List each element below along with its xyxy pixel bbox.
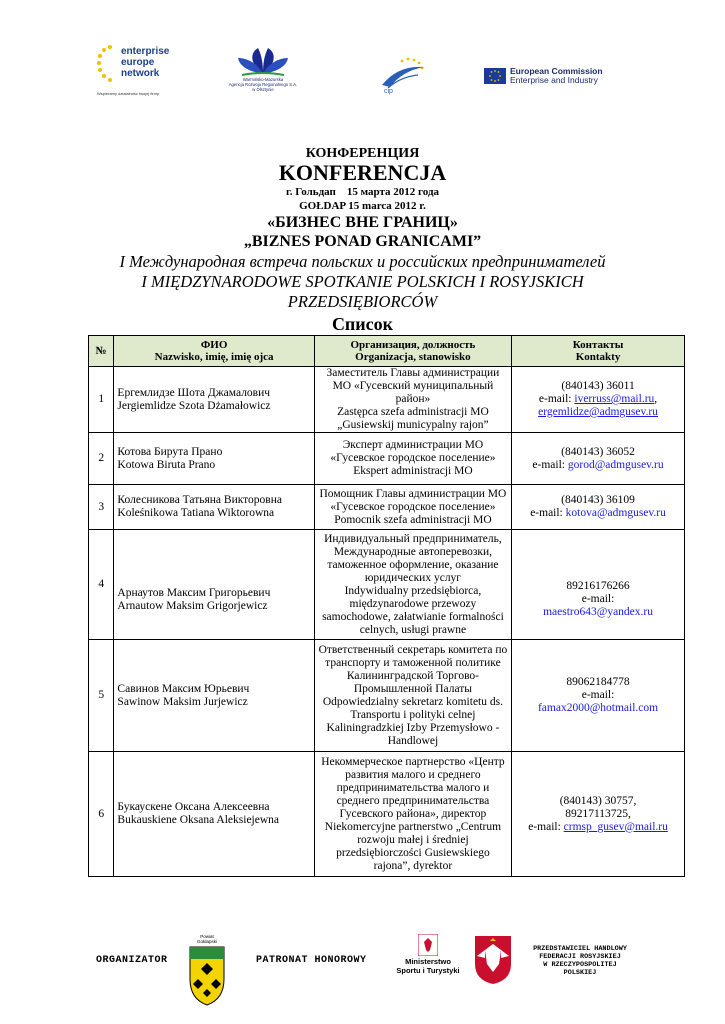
org-line: Международные автоперевозки, — [333, 545, 492, 558]
org-line: „Gusiewskij municypalny rajon” — [337, 419, 489, 431]
email-label: e-mail: — [581, 689, 615, 701]
powiat-goldapski-crest — [186, 934, 228, 1006]
org-line: Odpowiedzialny sekretarz komitetu ds. — [322, 695, 503, 708]
phone: 89062184778 — [566, 676, 630, 688]
patronat-label: PATRONAT HONOROWY — [256, 955, 367, 966]
date-pl: GOŁDAP 15 marca 2012 r. — [299, 200, 426, 212]
participant-name-ru: Савинов Максим Юрьевич — [117, 682, 250, 695]
org-line: rozwoju małej i średniej — [357, 833, 469, 846]
org-line: Гусевского района», директор — [339, 807, 487, 820]
org-line: samochodowe, załatwianie formalności — [322, 610, 504, 623]
phone: (840143) 30757, — [559, 794, 637, 807]
enterprise-europe-network-logo — [95, 42, 205, 104]
column-header-name-pl: Nazwisko, imię, imię ojca — [154, 351, 274, 363]
een-tagline: Wspieramy działalność twojej firmy — [97, 91, 160, 96]
table-row — [89, 640, 685, 752]
org-line: przedsiębiorczości Gusiewskiego — [336, 846, 490, 859]
phone: (840143) 36052 — [561, 445, 635, 458]
org-line: Заместитель Главы администрации — [326, 367, 500, 379]
row-number: 2 — [89, 433, 114, 485]
participant-organization — [314, 640, 511, 752]
table-row — [89, 485, 685, 530]
participant-name-pl: Koleśnikowa Tatiana Wiktorowna — [117, 507, 275, 519]
trade-line-2: FEDERACJI ROSYJSKIEJ — [539, 953, 621, 961]
participant-name-ru: Ергемлидзе Шота Джамалович — [117, 386, 271, 399]
org-line: Калининградской Торгово- — [346, 669, 480, 682]
org-line: Niekomercyjne partnerstwo „Centrum — [324, 820, 502, 833]
participants-table — [88, 335, 685, 877]
participant-name-pl: Arnautow Maksim Grigorjewicz — [117, 599, 268, 612]
participant-contact — [512, 640, 685, 752]
ministry-line-1: Ministerstwo — [405, 957, 451, 966]
ec-line-1: European Commission — [510, 66, 603, 76]
row-number: 1 — [89, 367, 114, 433]
date-ru: г. Гольдап 15 марта 2012 года — [285, 186, 440, 198]
participant-name-ru: Арнаутов Максим Григорьевич — [117, 586, 271, 599]
participant-contact — [512, 530, 685, 640]
participant-organization — [314, 485, 511, 530]
email-text[interactable]: kotova@admgusev.ru — [565, 507, 666, 519]
participant-contact — [512, 752, 685, 877]
email-link[interactable]: ergemlidze@admgusev.ru — [538, 406, 658, 418]
subtitle-pl-line-2: PRZEDSIĘBIORCÓW — [287, 292, 438, 311]
eu-flag-icon — [484, 68, 506, 84]
participant-contact — [512, 367, 685, 433]
row-number: 5 — [89, 640, 114, 752]
email-text[interactable]: gorod@admgusev.ru — [567, 458, 664, 471]
european-commission-logo — [484, 67, 634, 87]
list-heading: Список — [331, 314, 394, 334]
phone: 89216176266 — [566, 580, 630, 592]
org-line: «Гусевское городское поселение» — [330, 452, 496, 464]
organizator-label: ORGANIZATOR — [96, 955, 168, 966]
wm-line-1: Warmińsko-Mazurska — [242, 77, 284, 82]
participant-name — [114, 752, 314, 877]
trade-line-1: PRZEDSTAWICIEL HANDLOWY — [533, 945, 627, 953]
org-line: развития малого и среднего — [345, 768, 481, 781]
participant-organization — [314, 530, 511, 640]
org-line: Kaliningradzkiej Izby Przemysłowo - — [326, 721, 500, 734]
event-name-ru: «БИЗНЕС ВНЕ ГРАНИЦ» — [267, 214, 458, 231]
column-header-org — [314, 336, 511, 367]
org-line: предпринимательства малого и — [336, 781, 490, 794]
email-label: e-mail: — [581, 593, 615, 605]
row-number: 3 — [89, 485, 114, 530]
org-line: Zastępca szefa administracji MO — [337, 406, 489, 418]
email-label: e-mail: — [528, 820, 564, 833]
participant-name — [114, 640, 314, 752]
column-header-contact — [512, 336, 685, 367]
table-row — [89, 530, 685, 640]
org-line: międzynarodowe przewozy — [349, 597, 477, 610]
org-line: Некоммерческое партнерство «Центр — [321, 755, 505, 768]
org-line: Помощник Главы администрации МО — [319, 487, 507, 500]
phone: (840143) 36011 — [561, 380, 635, 392]
participant-name-pl: Sawinow Maksim Jurjewicz — [117, 695, 248, 708]
participant-name-ru: Колесникова Татьяна Викторовна — [117, 494, 282, 506]
table-row — [89, 367, 685, 433]
email-link[interactable]: iverruss@mail.ru — [574, 393, 655, 405]
org-line: Handlowej — [387, 734, 439, 747]
event-name-pl: „BIZNES PONAD GRANICAMI” — [243, 233, 482, 250]
participant-name — [114, 433, 314, 485]
column-header-num: № — [89, 336, 114, 367]
row-number: 4 — [89, 530, 114, 640]
org-line: Индивидуальный предприниматель, — [324, 532, 502, 545]
conference-title-ru: КОНФЕРЕНЦИЯ — [305, 146, 420, 161]
cip-logo — [378, 55, 433, 95]
participant-organization — [314, 752, 511, 877]
column-header-name-ru: ФИО — [200, 339, 228, 351]
shield-icon — [186, 945, 228, 1007]
email-separator: , — [654, 393, 658, 405]
column-header-org-pl: Organizacja, stanowisko — [355, 351, 471, 363]
participant-name-ru: Букаускене Оксана Алексеевна — [117, 801, 270, 813]
participant-contact — [512, 433, 685, 485]
org-line: Ответственный секретарь комитета по — [318, 643, 508, 656]
cip-label: cip — [384, 88, 393, 95]
org-line: среднего предпринимательства — [336, 794, 490, 807]
org-line: «Гусевское городское поселение» — [330, 500, 496, 513]
participant-name-pl: Bukauskiene Oksana Aleksiejewna — [117, 814, 280, 826]
email-label: e-mail: — [538, 393, 575, 405]
warminsko-mazurska-agency-logo — [222, 44, 304, 96]
ministry-logo — [388, 934, 468, 980]
participant-name-pl: Kotowa Biruta Prano — [117, 458, 216, 471]
crest-caption-2: Gołdapski — [196, 939, 217, 944]
wm-flower-icon — [222, 44, 304, 78]
participant-name-pl: Jergiemlidze Szota Dżamałowicz — [117, 399, 271, 412]
column-header-contact-ru: Контакты — [572, 339, 624, 351]
email-text[interactable]: maestro643@yandex.ru — [543, 606, 653, 618]
org-line: район» — [395, 393, 431, 405]
een-line-1: enterprise — [121, 46, 170, 57]
email-label: e-mail: — [532, 458, 568, 471]
table-header-row — [89, 336, 685, 367]
participant-name-ru: Котова Бирута Прано — [117, 445, 223, 458]
org-line: МО «Гусевский муниципальный — [332, 380, 494, 392]
org-line: транспорту и таможенной политике — [325, 656, 501, 669]
org-line: Промышленной Палаты — [353, 682, 473, 695]
column-header-contact-pl: Kontakty — [575, 351, 621, 363]
table-row — [89, 433, 685, 485]
trade-line-3: W RZECZYPOSPOLITEJ POLSKIEJ — [543, 961, 617, 977]
participant-name — [114, 530, 314, 640]
een-line-2: europe — [121, 57, 155, 68]
row-number: 6 — [89, 752, 114, 877]
column-header-org-ru: Организация, должность — [350, 339, 476, 351]
org-line: таможенное оформление, оказание — [327, 558, 499, 571]
participant-organization — [314, 367, 511, 433]
conference-title-pl: KONFERENCJA — [278, 160, 447, 185]
participant-name — [114, 367, 314, 433]
org-line: Эксперт администрации МО — [342, 439, 484, 451]
email-label: e-mail: — [530, 507, 566, 519]
polish-eagle-icon — [473, 934, 513, 986]
org-line: Pomocnik szefa administracji MO — [334, 513, 492, 526]
table-row — [89, 752, 685, 877]
org-line: Transportu i polityki celnej — [350, 708, 476, 721]
ministry-line-2: Sportu i Turystyki — [396, 965, 460, 975]
ec-line-2: Enterprise and Industry — [510, 75, 598, 85]
phone: (840143) 36109 — [561, 494, 635, 506]
org-line: rajona”, dyrektor — [373, 859, 453, 872]
cip-swoosh-icon — [378, 55, 433, 95]
email-text[interactable]: famax2000@hotmail.com — [537, 702, 659, 714]
org-line: Indywidualny przedsiębiorca, — [344, 584, 482, 597]
een-line-3: network — [121, 68, 160, 79]
participant-name — [114, 485, 314, 530]
column-header-name — [114, 336, 314, 367]
wm-line-2: Agencja Rozwoju Regionalnego S.A. — [228, 82, 298, 87]
email-link[interactable]: crmsp_gusev@mail.ru — [563, 820, 668, 833]
org-line: юридических услуг — [364, 571, 462, 584]
subtitle-ru: I Международная встреча польских и российских предпринимателей — [119, 252, 606, 271]
subtitle-pl-line-1: I MIĘDZYNARODOWE SPOTKANIE POLSKICH I ROSYJSKICH — [141, 272, 584, 291]
participant-contact — [512, 485, 685, 530]
crest-caption-1: Powiat — [200, 934, 214, 939]
wm-line-3: w Olsztynie — [252, 87, 274, 92]
poland-eagle-emblem — [473, 934, 513, 986]
eagle-emblem-icon — [418, 934, 438, 956]
trade-representative-label — [525, 945, 635, 977]
org-line: celnych, usługi prawne — [359, 623, 467, 636]
org-line: Ekspert administracji MO — [353, 465, 473, 477]
participant-organization — [314, 433, 511, 485]
phone-2: 89217113725, — [565, 807, 631, 820]
